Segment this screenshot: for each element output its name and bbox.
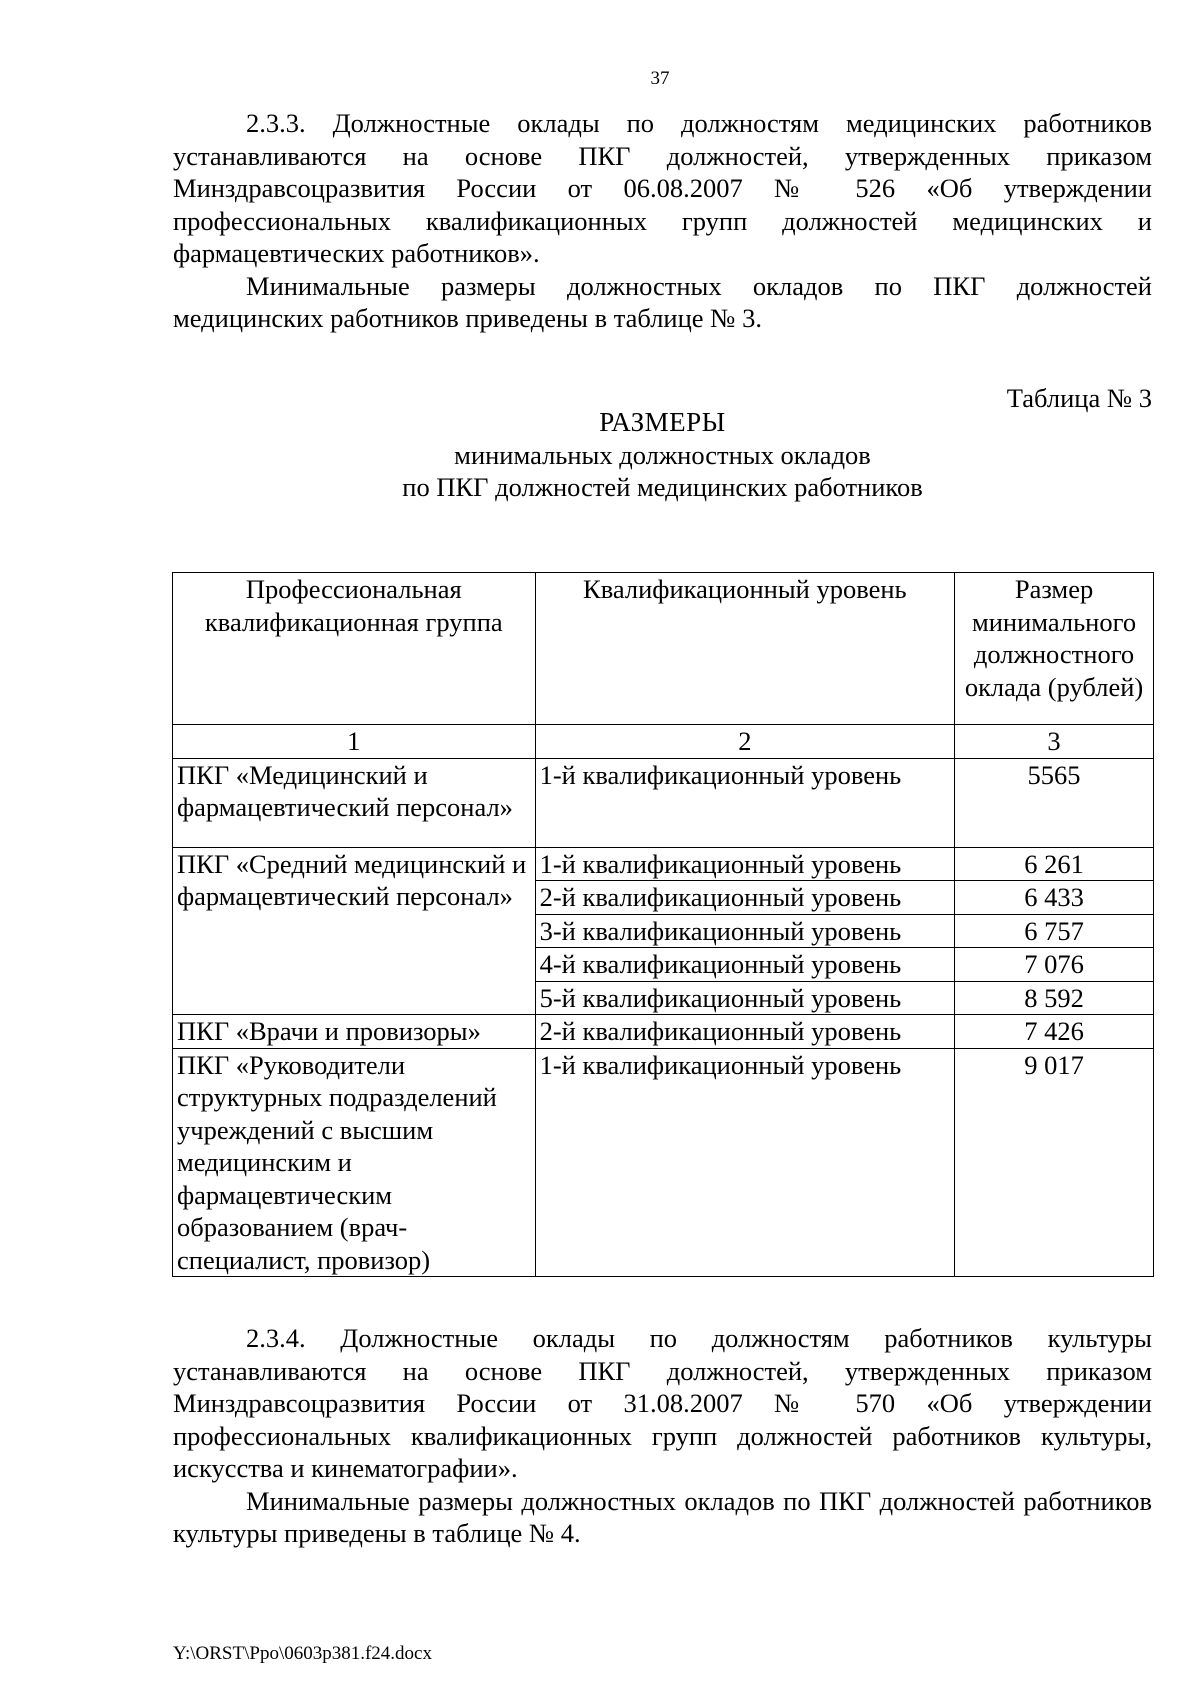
header-amount: Размер минимального должностного оклада (рублей) [955, 573, 1154, 725]
column-number: 1 [173, 725, 536, 759]
qualification-level: 3-й квалификационный уровень [535, 914, 954, 948]
salary-amount: 6 757 [955, 914, 1154, 948]
qualification-level: 2-й квалификационный уровень [535, 881, 954, 915]
salary-amount: 5565 [955, 758, 1154, 847]
paragraph-2-3-3: 2.3.3. Должностные оклады по должностям медицинских работников устанавливаются на основе ПКГ должностей, утвержденных приказом Минздравсоцразвития России от 06.08.2007 № 526 «Об утверждении профессиональных квалификационных групп должностей медицинских и фармацевтических работников». [173, 108, 1152, 268]
footer-file-path: Y:\ORST\Ppo\0603p381.f24.docx [173, 1643, 432, 1664]
qualification-level: 1-й квалификационный уровень [535, 1048, 954, 1277]
paragraph-table4-reference: Минимальные размеры должностных окладов по ПКГ должностей работников культуры приведены в таблице № 4. [173, 1485, 1152, 1548]
qualification-level: 1-й квалификационный уровень [535, 758, 954, 847]
paragraph-2-3-4: 2.3.4. Должностные оклады по должностям работников культуры устанавливаются на основе ПКГ должностей, утвержденных приказом Минздравсоцразвития России от 31.08.2007 № 570 «Об утверждении профессиональных квалификационных групп должностей работников культуры, искусства и кинематографии». [173, 1323, 1152, 1483]
column-number: 2 [535, 725, 954, 759]
qualification-level: 2-й квалификационный уровень [535, 1015, 954, 1049]
salary-amount: 7 426 [955, 1015, 1154, 1049]
column-number: 3 [955, 725, 1154, 759]
header-level: Квалификационный уровень [535, 573, 954, 725]
table-row [173, 758, 1154, 847]
section-2-3-3 [173, 107, 1152, 335]
salary-amount: 6 261 [955, 847, 1154, 881]
section-2-3-4 [173, 1322, 1152, 1550]
qualification-level: 5-й квалификационный уровень [535, 981, 954, 1015]
table-title-main: РАЗМЕРЫ [599, 407, 726, 437]
table-title-line2: минимальных должностных окладов [454, 439, 871, 470]
paragraph-table3-reference: Минимальные размеры должностных окладов по ПКГ должностей медицинских работников приведены в таблице № 3. [173, 270, 1152, 333]
table-caption: Таблица № 3 [1006, 383, 1152, 413]
table-title-line3: по ПКГ должностей медицинских работников [402, 472, 923, 502]
group-name: ПКГ «Средний медицинский и фармацевтический персонал» [173, 847, 536, 1015]
group-name: ПКГ «Врачи и провизоры» [173, 1015, 536, 1049]
table-header-row [173, 573, 1154, 725]
page-number: 37 [650, 68, 670, 89]
group-name: ПКГ «Медицинский и фармацевтический персонал» [173, 758, 536, 847]
table-title [173, 406, 1152, 504]
salary-table [172, 572, 1154, 1277]
table-row [173, 847, 1154, 881]
salary-amount: 9 017 [955, 1048, 1154, 1277]
table-column-numbers-row [173, 725, 1154, 759]
header-group: Профессиональная квалификационная группа [173, 573, 536, 725]
salary-amount: 7 076 [955, 948, 1154, 982]
qualification-level: 1-й квалификационный уровень [535, 847, 954, 881]
qualification-level: 4-й квалификационный уровень [535, 948, 954, 982]
salary-amount: 8 592 [955, 981, 1154, 1015]
group-name: ПКГ «Руководители структурных подразделений учреждений с высшим медицинским и фармацевтическим образованием (врач-специалист, провизор) [173, 1048, 536, 1277]
table-row [173, 1048, 1154, 1277]
table-row [173, 1015, 1154, 1049]
salary-amount: 6 433 [955, 881, 1154, 915]
